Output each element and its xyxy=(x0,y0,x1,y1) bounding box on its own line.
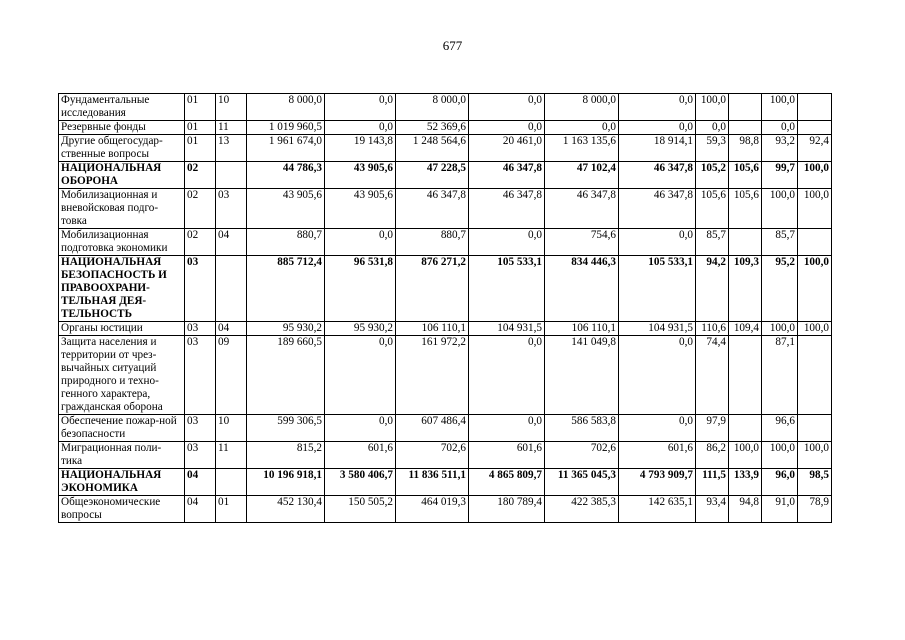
percent-1: 59,3 xyxy=(696,135,729,162)
percent-4: 98,5 xyxy=(798,469,832,496)
amount-4: 105 533,1 xyxy=(469,256,545,322)
amount-6: 0,0 xyxy=(619,415,696,442)
amount-3: 106 110,1 xyxy=(396,322,469,336)
percent-2: 94,8 xyxy=(729,496,762,523)
amount-2: 0,0 xyxy=(325,121,396,135)
percent-2 xyxy=(729,336,762,415)
section-code: 04 xyxy=(185,496,216,523)
section-code: 02 xyxy=(185,162,216,189)
amount-3: 11 836 511,1 xyxy=(396,469,469,496)
amount-3: 464 019,3 xyxy=(396,496,469,523)
amount-6: 0,0 xyxy=(619,121,696,135)
percent-4 xyxy=(798,415,832,442)
amount-1: 1 019 960,5 xyxy=(247,121,325,135)
row-name: Фундаментальные исследования xyxy=(59,94,185,121)
subsection-code xyxy=(216,469,247,496)
amount-4: 0,0 xyxy=(469,336,545,415)
percent-4: 100,0 xyxy=(798,322,832,336)
table-row xyxy=(59,135,832,162)
subsection-code: 04 xyxy=(216,322,247,336)
amount-4: 46 347,8 xyxy=(469,162,545,189)
section-code: 01 xyxy=(185,121,216,135)
percent-3: 93,2 xyxy=(762,135,798,162)
table-row xyxy=(59,442,832,469)
amount-6: 46 347,8 xyxy=(619,189,696,229)
amount-3: 607 486,4 xyxy=(396,415,469,442)
amount-2: 3 580 406,7 xyxy=(325,469,396,496)
table-row xyxy=(59,336,832,415)
amount-4: 0,0 xyxy=(469,415,545,442)
percent-1: 111,5 xyxy=(696,469,729,496)
subsection-code xyxy=(216,162,247,189)
percent-2: 98,8 xyxy=(729,135,762,162)
percent-3: 85,7 xyxy=(762,229,798,256)
percent-3: 0,0 xyxy=(762,121,798,135)
amount-1: 452 130,4 xyxy=(247,496,325,523)
percent-1: 85,7 xyxy=(696,229,729,256)
subsection-code: 03 xyxy=(216,189,247,229)
amount-1: 599 306,5 xyxy=(247,415,325,442)
amount-5: 46 347,8 xyxy=(545,189,619,229)
percent-1: 74,4 xyxy=(696,336,729,415)
percent-4: 100,0 xyxy=(798,162,832,189)
percent-2: 109,4 xyxy=(729,322,762,336)
subsection-code: 09 xyxy=(216,336,247,415)
table-row xyxy=(59,229,832,256)
row-name: Общеэкономические вопросы xyxy=(59,496,185,523)
amount-5: 11 365 045,3 xyxy=(545,469,619,496)
amount-3: 47 228,5 xyxy=(396,162,469,189)
section-code: 02 xyxy=(185,229,216,256)
percent-3: 99,7 xyxy=(762,162,798,189)
percent-2: 105,6 xyxy=(729,189,762,229)
amount-6: 0,0 xyxy=(619,336,696,415)
section-code: 01 xyxy=(185,135,216,162)
percent-1: 105,6 xyxy=(696,189,729,229)
section-code: 03 xyxy=(185,336,216,415)
percent-1: 110,6 xyxy=(696,322,729,336)
amount-6: 4 793 909,7 xyxy=(619,469,696,496)
percent-3: 96,6 xyxy=(762,415,798,442)
amount-5: 8 000,0 xyxy=(545,94,619,121)
row-name: НАЦИОНАЛЬНАЯ БЕЗОПАСНОСТЬ И ПРАВООХРАНИ-ТЕЛЬНАЯ ДЕЯ-ТЕЛЬНОСТЬ xyxy=(59,256,185,322)
percent-3: 91,0 xyxy=(762,496,798,523)
percent-1: 100,0 xyxy=(696,94,729,121)
percent-3: 95,2 xyxy=(762,256,798,322)
percent-3: 100,0 xyxy=(762,189,798,229)
percent-4 xyxy=(798,336,832,415)
amount-3: 161 972,2 xyxy=(396,336,469,415)
amount-3: 702,6 xyxy=(396,442,469,469)
percent-1: 97,9 xyxy=(696,415,729,442)
amount-4: 20 461,0 xyxy=(469,135,545,162)
amount-2: 19 143,8 xyxy=(325,135,396,162)
subsection-code: 11 xyxy=(216,121,247,135)
amount-5: 754,6 xyxy=(545,229,619,256)
table-row xyxy=(59,121,832,135)
amount-4: 46 347,8 xyxy=(469,189,545,229)
row-name: Мобилизационная и вневойсковая подго-товка xyxy=(59,189,185,229)
percent-1: 0,0 xyxy=(696,121,729,135)
amount-2: 43 905,6 xyxy=(325,189,396,229)
amount-6: 601,6 xyxy=(619,442,696,469)
percent-2: 109,3 xyxy=(729,256,762,322)
amount-3: 880,7 xyxy=(396,229,469,256)
table-row xyxy=(59,322,832,336)
amount-4: 180 789,4 xyxy=(469,496,545,523)
amount-4: 104 931,5 xyxy=(469,322,545,336)
percent-3: 87,1 xyxy=(762,336,798,415)
percent-2 xyxy=(729,415,762,442)
percent-3: 96,0 xyxy=(762,469,798,496)
row-name: Резервные фонды xyxy=(59,121,185,135)
table-row xyxy=(59,256,832,322)
amount-4: 4 865 809,7 xyxy=(469,469,545,496)
percent-4: 100,0 xyxy=(798,442,832,469)
subsection-code: 13 xyxy=(216,135,247,162)
amount-6: 18 914,1 xyxy=(619,135,696,162)
amount-6: 105 533,1 xyxy=(619,256,696,322)
percent-4 xyxy=(798,121,832,135)
amount-4: 0,0 xyxy=(469,229,545,256)
amount-1: 815,2 xyxy=(247,442,325,469)
percent-4 xyxy=(798,94,832,121)
section-code: 03 xyxy=(185,415,216,442)
amount-5: 1 163 135,6 xyxy=(545,135,619,162)
row-name: Другие общегосудар-ственные вопросы xyxy=(59,135,185,162)
amount-1: 44 786,3 xyxy=(247,162,325,189)
row-name: Защита населения и территории от чрез-вычайных ситуаций природного и техно-генного характера, гражданская оборона xyxy=(59,336,185,415)
row-name: Миграционная поли-тика xyxy=(59,442,185,469)
percent-2: 133,9 xyxy=(729,469,762,496)
amount-2: 0,0 xyxy=(325,336,396,415)
percent-1: 93,4 xyxy=(696,496,729,523)
percent-1: 94,2 xyxy=(696,256,729,322)
amount-2: 95 930,2 xyxy=(325,322,396,336)
subsection-code: 10 xyxy=(216,94,247,121)
amount-1: 189 660,5 xyxy=(247,336,325,415)
amount-5: 47 102,4 xyxy=(545,162,619,189)
percent-4: 78,9 xyxy=(798,496,832,523)
amount-5: 0,0 xyxy=(545,121,619,135)
amount-5: 106 110,1 xyxy=(545,322,619,336)
table-row xyxy=(59,415,832,442)
amount-3: 46 347,8 xyxy=(396,189,469,229)
percent-1: 105,2 xyxy=(696,162,729,189)
amount-4: 0,0 xyxy=(469,121,545,135)
amount-2: 0,0 xyxy=(325,94,396,121)
amount-1: 1 961 674,0 xyxy=(247,135,325,162)
amount-1: 95 930,2 xyxy=(247,322,325,336)
subsection-code: 04 xyxy=(216,229,247,256)
subsection-code: 10 xyxy=(216,415,247,442)
amount-1: 10 196 918,1 xyxy=(247,469,325,496)
amount-3: 52 369,6 xyxy=(396,121,469,135)
amount-3: 1 248 564,6 xyxy=(396,135,469,162)
amount-5: 702,6 xyxy=(545,442,619,469)
amount-6: 46 347,8 xyxy=(619,162,696,189)
row-name: Мобилизационная подготовка экономики xyxy=(59,229,185,256)
amount-6: 142 635,1 xyxy=(619,496,696,523)
percent-2 xyxy=(729,94,762,121)
section-code: 03 xyxy=(185,442,216,469)
budget-table xyxy=(58,93,832,523)
section-code: 03 xyxy=(185,322,216,336)
amount-1: 880,7 xyxy=(247,229,325,256)
percent-2 xyxy=(729,121,762,135)
section-code: 01 xyxy=(185,94,216,121)
section-code: 04 xyxy=(185,469,216,496)
amount-4: 601,6 xyxy=(469,442,545,469)
row-name: НАЦИОНАЛЬНАЯ ОБОРОНА xyxy=(59,162,185,189)
amount-6: 0,0 xyxy=(619,94,696,121)
amount-5: 834 446,3 xyxy=(545,256,619,322)
subsection-code: 11 xyxy=(216,442,247,469)
amount-2: 0,0 xyxy=(325,415,396,442)
percent-1: 86,2 xyxy=(696,442,729,469)
amount-6: 0,0 xyxy=(619,229,696,256)
amount-5: 422 385,3 xyxy=(545,496,619,523)
amount-2: 96 531,8 xyxy=(325,256,396,322)
subsection-code xyxy=(216,256,247,322)
amount-6: 104 931,5 xyxy=(619,322,696,336)
section-code: 03 xyxy=(185,256,216,322)
amount-1: 8 000,0 xyxy=(247,94,325,121)
table-row xyxy=(59,496,832,523)
percent-4: 92,4 xyxy=(798,135,832,162)
row-name: НАЦИОНАЛЬНАЯ ЭКОНОМИКА xyxy=(59,469,185,496)
percent-3: 100,0 xyxy=(762,442,798,469)
row-name: Органы юстиции xyxy=(59,322,185,336)
amount-4: 0,0 xyxy=(469,94,545,121)
percent-3: 100,0 xyxy=(762,94,798,121)
table-row xyxy=(59,189,832,229)
amount-1: 43 905,6 xyxy=(247,189,325,229)
percent-4: 100,0 xyxy=(798,256,832,322)
amount-3: 8 000,0 xyxy=(396,94,469,121)
percent-2: 100,0 xyxy=(729,442,762,469)
amount-1: 885 712,4 xyxy=(247,256,325,322)
percent-2: 105,6 xyxy=(729,162,762,189)
amount-5: 586 583,8 xyxy=(545,415,619,442)
table-row xyxy=(59,162,832,189)
amount-2: 43 905,6 xyxy=(325,162,396,189)
table-row xyxy=(59,469,832,496)
amount-3: 876 271,2 xyxy=(396,256,469,322)
amount-5: 141 049,8 xyxy=(545,336,619,415)
percent-4: 100,0 xyxy=(798,189,832,229)
page-number: 677 xyxy=(442,38,463,53)
percent-2 xyxy=(729,229,762,256)
subsection-code: 01 xyxy=(216,496,247,523)
amount-2: 150 505,2 xyxy=(325,496,396,523)
table-row xyxy=(59,94,832,121)
amount-2: 601,6 xyxy=(325,442,396,469)
percent-3: 100,0 xyxy=(762,322,798,336)
amount-2: 0,0 xyxy=(325,229,396,256)
section-code: 02 xyxy=(185,189,216,229)
percent-4 xyxy=(798,229,832,256)
row-name: Обеспечение пожар-ной безопасности xyxy=(59,415,185,442)
